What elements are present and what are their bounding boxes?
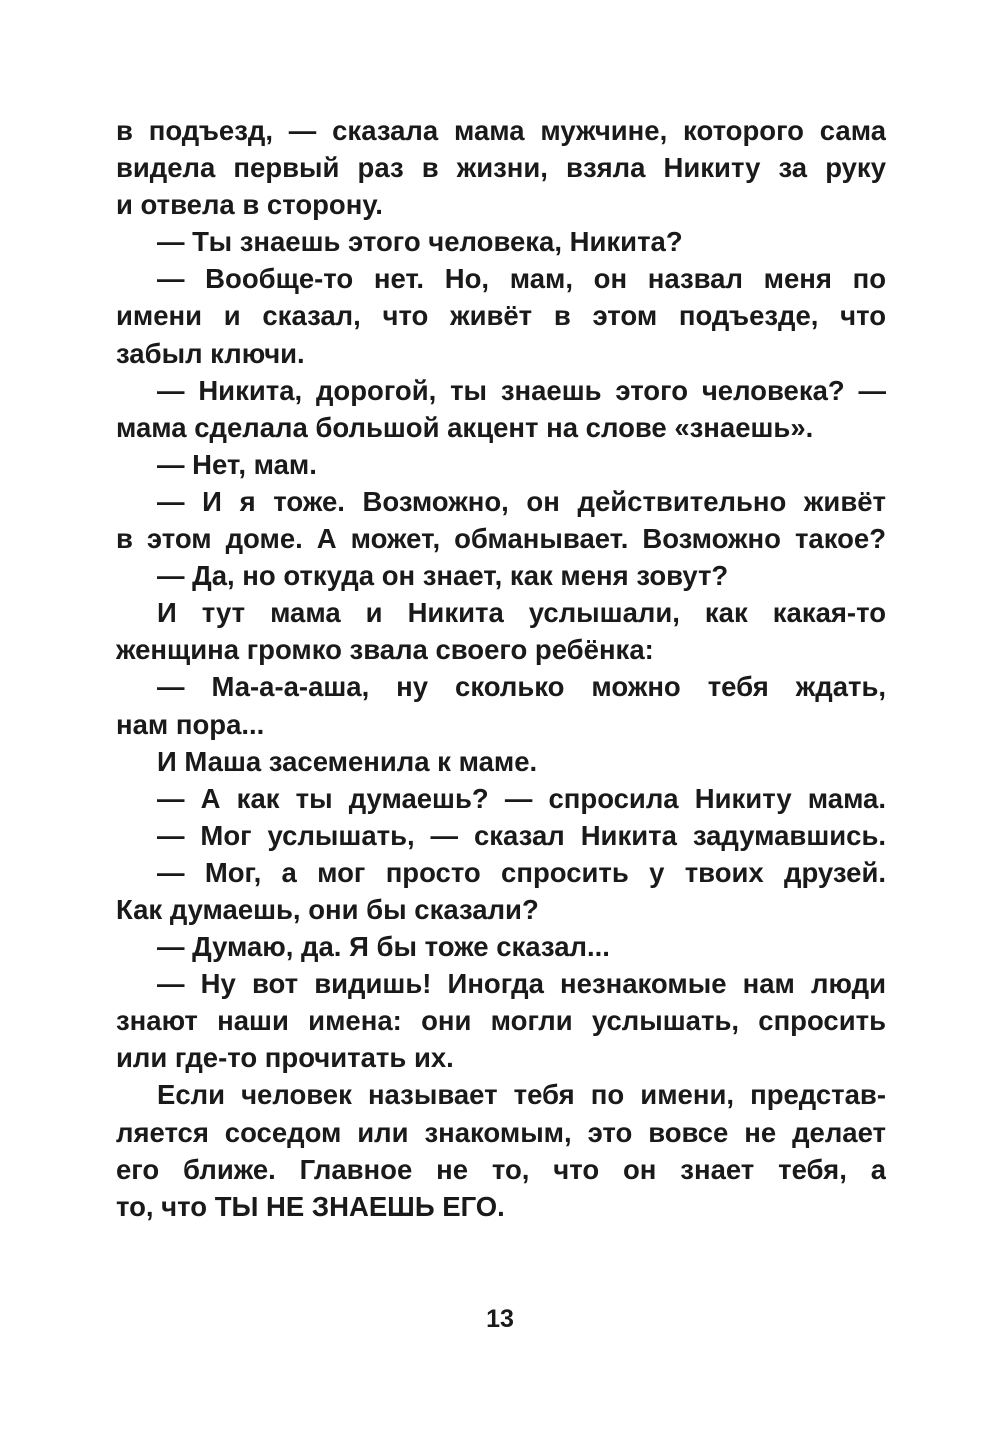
text-line: Как думаешь, они бы сказали? xyxy=(116,893,539,925)
text-line: — Ну вот видишь! Иногда незнакомые нам люди xyxy=(157,968,886,1000)
text-line: или где-то прочитать их. xyxy=(116,1042,454,1074)
text-line: — Думаю, да. Я бы тоже сказал... xyxy=(157,931,610,963)
text-line: — Ма-а-а-аша, ну сколько можно тебя ждать, xyxy=(157,671,886,703)
story-text xyxy=(116,112,886,1225)
text-line: в этом доме. А может, обманывает. Возможно такое? xyxy=(116,523,886,555)
text-line: И Маша засеменила к маме. xyxy=(157,745,538,777)
text-line: его ближе. Главное не то, что он знает тебя, а xyxy=(116,1153,886,1185)
text-line: нам пора... xyxy=(116,708,265,740)
text-line: мама сделала большой акцент на слове «знаешь». xyxy=(116,411,814,443)
text-line: забыл ключи. xyxy=(116,337,305,369)
text-line: И тут мама и Никита услышали, как какая-то xyxy=(157,597,886,629)
text-line: — Никита, дорогой, ты знаешь этого человека? — xyxy=(157,374,886,406)
text-line: — Да, но откуда он знает, как меня зовут? xyxy=(157,560,729,592)
text-line: — А как ты думаешь? — спросила Никиту мама. xyxy=(157,782,886,814)
text-line: Если человек называет тебя по имени, представ- xyxy=(157,1079,886,1111)
text-line: в подъезд, — сказала мама мужчине, которого сама xyxy=(116,115,886,146)
page-number: 13 xyxy=(486,1305,514,1333)
text-line: знают наши имена: они могли услышать, спросить xyxy=(116,1005,886,1037)
text-line: и отвела в сторону. xyxy=(116,189,383,221)
text-line: — Мог услышать, — сказал Никита задумавшись. xyxy=(157,819,886,851)
text-line: — И я тоже. Возможно, он действительно живёт xyxy=(157,485,886,517)
text-line: ляется соседом или знакомым, это вовсе не делает xyxy=(116,1116,886,1148)
text-line: — Нет, мам. xyxy=(157,448,317,480)
text-line: женщина громко звала своего ребёнка: xyxy=(116,634,654,666)
text-line: имени и сказал, что живёт в этом подъезде, что xyxy=(116,300,886,332)
text-line: — Ты знаешь этого человека, Никита? xyxy=(157,226,683,258)
text-line: то, что ТЫ НЕ ЗНАЕШЬ ЕГО. xyxy=(116,1190,505,1222)
text-line: видела первый раз в жизни, взяла Никиту за руку xyxy=(116,152,886,184)
text-line: — Вообще-то нет. Но, мам, он назвал меня по xyxy=(157,263,886,295)
text-line: — Мог, а мог просто спросить у твоих друзей. xyxy=(157,856,886,888)
